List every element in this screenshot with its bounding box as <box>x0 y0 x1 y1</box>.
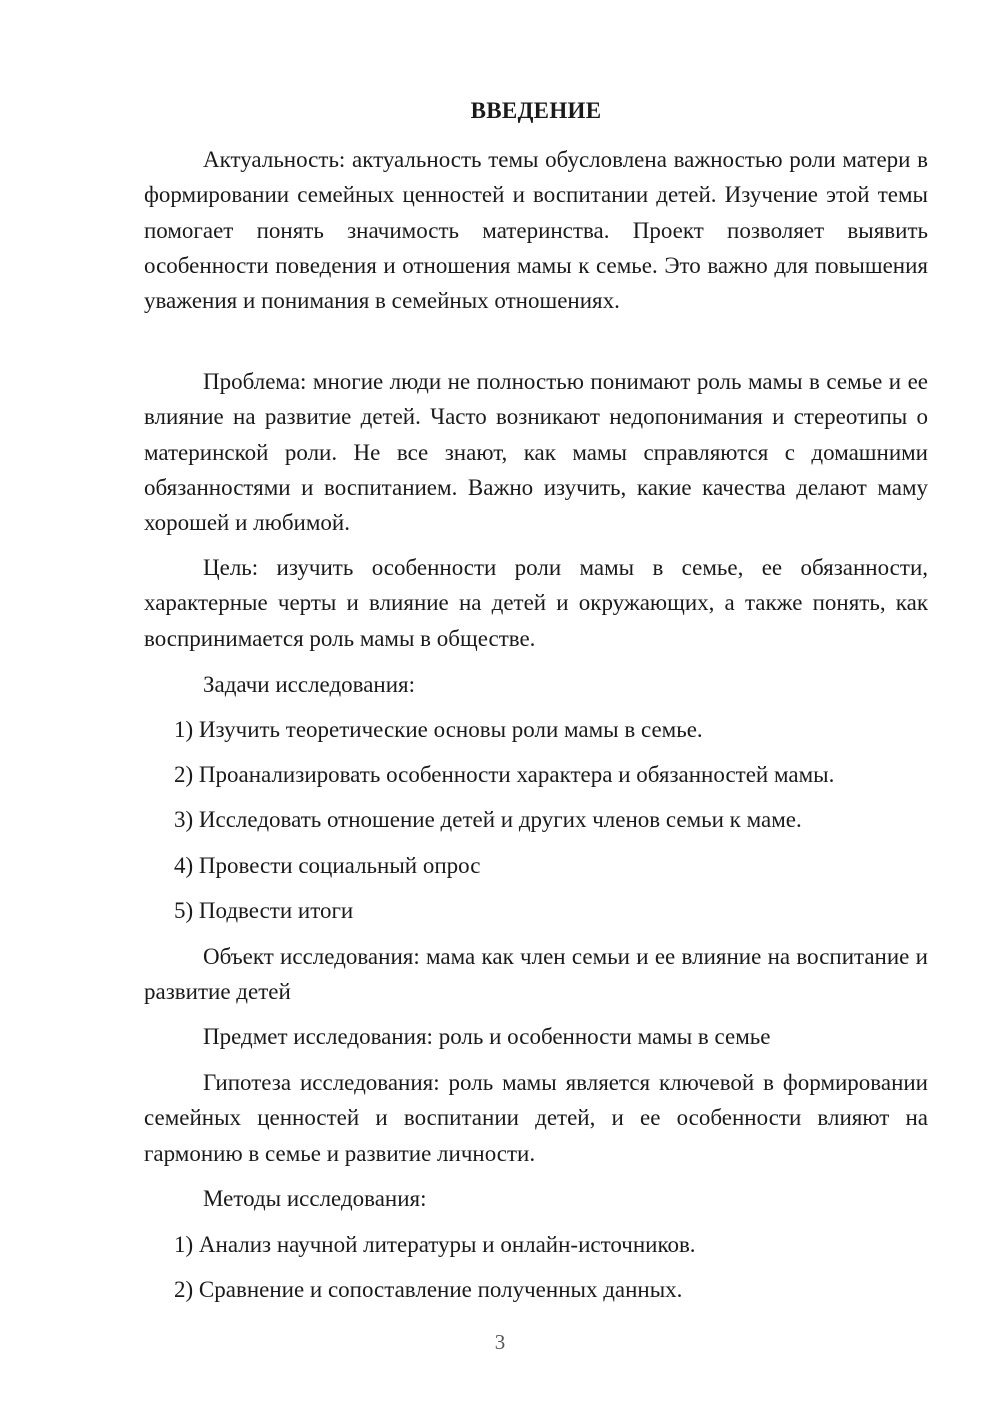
paragraph-object: Объект исследования: мама как член семьи и ее влияние на воспитание и развитие детей <box>144 944 928 1005</box>
tasks-heading: Задачи исследования: <box>203 672 416 697</box>
page-number: 3 <box>494 1330 506 1354</box>
task-item: 5) Подвести итоги <box>174 898 354 923</box>
method-item: 1) Анализ научной литературы и онлайн-источников. <box>174 1232 696 1257</box>
task-item: 4) Провести социальный опрос <box>174 853 481 878</box>
page-title: ВВЕДЕНИЕ <box>470 98 602 123</box>
methods-heading: Методы исследования: <box>203 1186 427 1211</box>
paragraph-relevance: Актуальность: актуальность темы обусловлена важностью роли матери в формировании семейных ценностей и воспитании детей. Изучение этой темы помогает понять значимость материнства. Проект позволяет выявить особенности поведения и отношения мамы к семье. Это важно для повышения уважения и понимания в семейных отношениях. <box>144 147 928 314</box>
subject-line: Предмет исследования: роль и особенности мамы в семье <box>203 1024 771 1049</box>
paragraph-goal: Цель: изучить особенности роли мамы в семье, ее обязанности, характерные черты и влияние на детей и окружающих, а также понять, как воспринимается роль мамы в обществе. <box>144 555 928 651</box>
method-item: 2) Сравнение и сопоставление полученных данных. <box>174 1277 683 1302</box>
task-item: 3) Исследовать отношение детей и других членов семьи к маме. <box>174 807 802 832</box>
task-item: 1) Изучить теоретические основы роли мамы в семье. <box>174 717 703 742</box>
paragraph-hypothesis: Гипотеза исследования: роль мамы является ключевой в формировании семейных ценностей и воспитании детей, и ее особенности влияют на гармонию в семье и развитие личности. <box>144 1070 928 1166</box>
paragraph-problem: Проблема: многие люди не полностью понимают роль мамы в семье и ее влияние на развитие детей. Часто возникают недопонимания и стереотипы о материнской роли. Не все знают, как мамы справляются с домашними обязанностями и воспитанием. Важно изучить, какие качества делают маму хорошей и любимой. <box>144 369 928 536</box>
task-item: 2) Проанализировать особенности характера и обязанностей мамы. <box>174 762 835 787</box>
